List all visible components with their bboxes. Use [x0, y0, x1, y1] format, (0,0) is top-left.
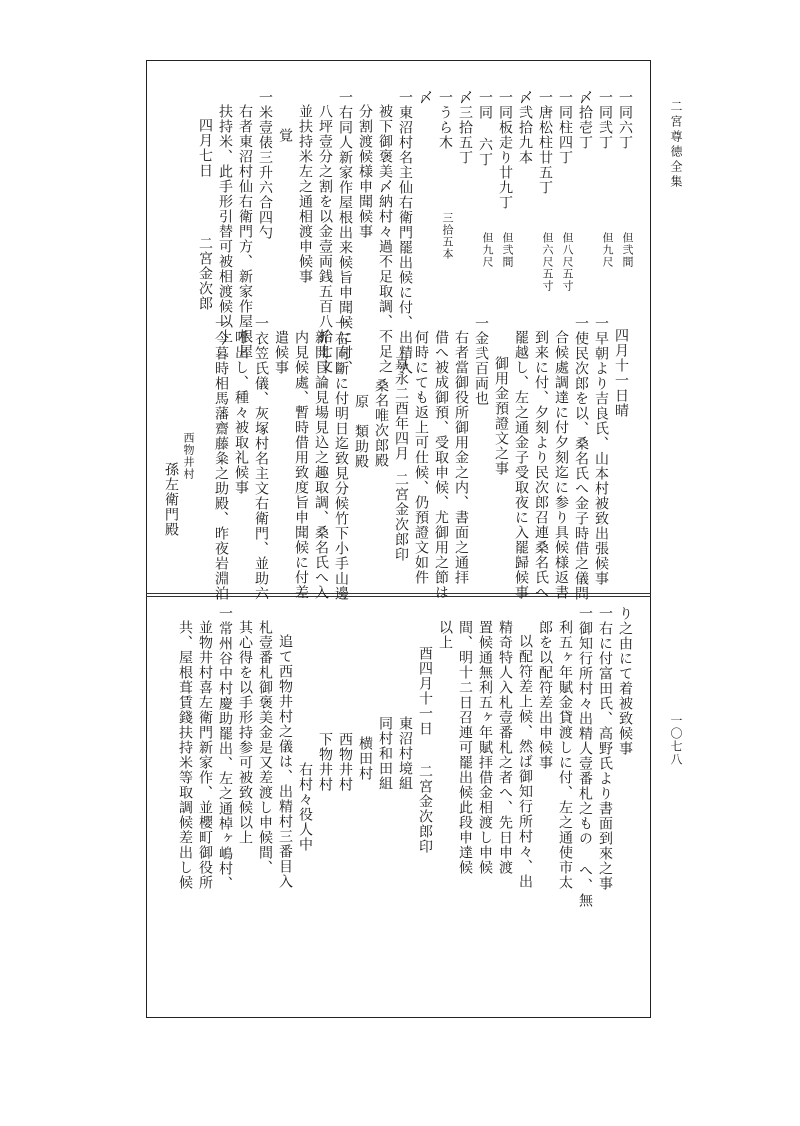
- text-column: 一常州谷中村慶助罷出、左之通棹ヶ嶋村、: [217, 606, 233, 891]
- addressee-village: 東沼村境組: [397, 716, 413, 791]
- document-title: 御用金預證文之事: [493, 356, 509, 476]
- addressee-name: 原 類助殿: [353, 394, 369, 469]
- text-column: 追て西物井村之儀は、出精村三番目入: [277, 634, 293, 889]
- addressee-village: 西物井村: [337, 732, 353, 792]
- text-column: 一同板走り廿九丁: [497, 90, 513, 210]
- addressee-name: 桑名唯次郎殿: [373, 378, 389, 468]
- date-line: 四月七日: [197, 118, 213, 178]
- text-column: 一うら木: [437, 90, 453, 150]
- text-column: 〆弐拾九本: [517, 90, 533, 165]
- text-column: 一同 六丁: [477, 90, 493, 167]
- text-column: 〆: [417, 90, 433, 105]
- text-column: 間、明十二日召連可罷出候此段申達候: [457, 620, 473, 875]
- text-column: 精奇特人入札壹番札之者へ、先日申渡: [497, 620, 513, 875]
- text-column: り之由にて着被致候事: [617, 606, 633, 756]
- text-column: 一東沼村名主仙右衛門罷出候に付、出精人: [397, 90, 413, 375]
- addressee-village: 同村和田組: [377, 716, 393, 791]
- text-column: 一同六丁: [617, 90, 633, 150]
- text-column: 覚: [277, 128, 293, 143]
- addressee-name: 孫左衛門殿: [163, 462, 179, 537]
- text-column: 遣候事: [273, 330, 289, 375]
- note: 但九尺: [601, 232, 614, 268]
- text-column: 右者東沼村仙右衛門方、新家作屋根屋: [237, 104, 253, 359]
- signature-name: 二宮金次郎: [197, 236, 213, 311]
- text-column: 並扶持米左之通相渡申候事: [297, 104, 313, 284]
- text-column: 一唐松柱廿五丁: [537, 90, 553, 195]
- text-column: 右者當御役所御用金之内、書面之通拝: [453, 330, 469, 585]
- text-column: 共、屋根葺賃錢扶持米等取調候差出し候: [177, 620, 193, 890]
- text-column: 一同柱四丁: [557, 90, 573, 165]
- note: 但弐間: [621, 232, 634, 268]
- signature-name: 二宮金次郎印: [393, 472, 409, 562]
- text-column: 郎を以配符差出申候事: [537, 620, 553, 770]
- text-column: 利五ヶ年賦金貸渡しに付、左之通使市太: [557, 620, 573, 890]
- text-column: 置候通無利五ヶ年賦拝借金相渡し申候: [477, 620, 493, 875]
- text-column: 〆拾壱丁: [577, 90, 593, 150]
- text-column: 到来に付、夕刻より民次郎召連桑名氏へ: [533, 330, 549, 600]
- addressee-village: 横田村: [357, 736, 373, 781]
- date-line: 嘉永二酉年四月: [393, 356, 409, 461]
- text-column: 内見候處、暫時借用致度旨申聞候に付差: [293, 330, 309, 600]
- text-column: 新開目論見場見込之趣取調、桑名氏へ入: [313, 330, 329, 600]
- date-line: 酉四月十一日: [417, 646, 433, 736]
- text-column: 被下御褒美〆納村々過不足取調、不足之: [377, 104, 393, 374]
- date-line: 四月十一日晴: [613, 328, 629, 418]
- note: 但六尺五寸: [541, 232, 554, 292]
- text-column: 一右に付富田氏、高野氏より書面到來之事: [597, 606, 613, 891]
- text-column: 呼出し、種々被取礼候事: [233, 330, 249, 495]
- text-column: 一右同斷に付明日迄致見分候竹下小手山邊: [333, 316, 349, 601]
- text-column: 一衣笠氏儀、灰塚村名主文右衛門、並助六: [253, 316, 269, 601]
- text-column: 罷越し、左之通金子受取夜に入罷歸候事: [513, 330, 529, 600]
- note: 三拾五本: [441, 212, 454, 260]
- text-column: 札壹番札御褒美金是又差渡し申候間、: [257, 620, 273, 875]
- addressee-officials: 右村々役人中: [297, 762, 313, 852]
- addressee-village: 下物井村: [317, 732, 333, 792]
- text-column: 〆三拾五丁: [457, 90, 473, 165]
- signature-name: 二宮金次郎印: [417, 764, 433, 854]
- addressee-village: 西物井村: [182, 432, 195, 480]
- text-column: 分割渡候様申聞候事: [357, 104, 373, 239]
- text-column: 何時にても返上可仕候、仍預證文如件: [413, 330, 429, 585]
- text-column: 以配符差上候、然ば御知行所村々、出: [517, 634, 533, 889]
- text-column: 以上: [437, 620, 453, 650]
- text-column: 一同弐丁: [597, 90, 613, 150]
- page-number: 一〇七八: [669, 714, 683, 766]
- text-column: 一右同人新家作屋根出来候旨申聞候に付、: [337, 90, 353, 375]
- text-column: 一使民次郎を以、桑名氏へ金子時借之儀問: [573, 316, 589, 601]
- text-column: 一今暮時相馬藩齋藤粂之助殿、昨夜岩淵泊: [213, 316, 229, 601]
- text-column: 一早朝より吉良氏、山本村被致出張候事: [593, 316, 609, 586]
- text-column: 一米壹俵三升六合四勺: [257, 90, 273, 240]
- text-column: 一御知行所村々出精人壹番札之もの へ、無: [577, 606, 593, 908]
- note: 但弐間: [501, 232, 514, 268]
- text-column: 一金弐百両也: [473, 316, 489, 406]
- text-column: 其心得を以手形持参可被致候以上: [237, 620, 253, 845]
- text-column: 八坪壹分之割を以金壹両銭五百八拾七文: [317, 104, 333, 374]
- note: 但九尺: [481, 232, 494, 268]
- text-column: 借へ被成御預、受取申候、尤御用之節は: [433, 330, 449, 600]
- book-title: 二宮尊徳全集: [669, 100, 683, 190]
- note: 但八尺五寸: [561, 232, 574, 292]
- text-column: 並物井村喜左衛門新家作、並櫻町御役所: [197, 620, 213, 890]
- text-column: 扶持米、此手形引替可被相渡候以上: [217, 104, 233, 344]
- text-column: 合候處調達に付夕刻迄に参り具候様返書: [553, 330, 569, 600]
